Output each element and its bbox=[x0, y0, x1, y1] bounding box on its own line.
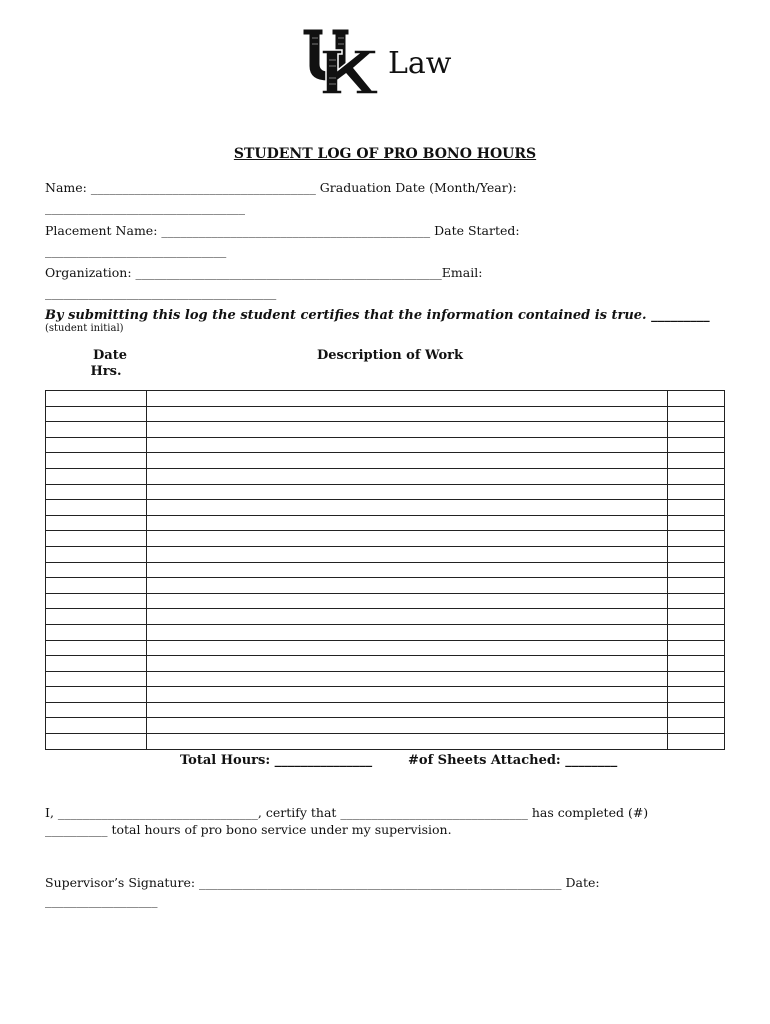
table-row bbox=[46, 531, 725, 547]
col-header-description: Description of Work bbox=[316, 348, 464, 363]
table-row bbox=[46, 734, 725, 750]
description-cell[interactable] bbox=[147, 468, 668, 484]
hours-cell[interactable] bbox=[668, 406, 725, 422]
hours-cell[interactable] bbox=[668, 687, 725, 703]
description-cell[interactable] bbox=[147, 562, 668, 578]
date-hrs-cell[interactable] bbox=[46, 515, 147, 531]
description-cell[interactable] bbox=[147, 515, 668, 531]
table-row bbox=[46, 609, 725, 625]
hours-cell[interactable] bbox=[668, 718, 725, 734]
table-row bbox=[46, 656, 725, 672]
col-header-hrs: Hrs. bbox=[90, 364, 122, 379]
date-hrs-cell[interactable] bbox=[46, 484, 147, 500]
table-row bbox=[46, 640, 725, 656]
description-cell[interactable] bbox=[147, 422, 668, 438]
date-hrs-cell[interactable] bbox=[46, 593, 147, 609]
table-row bbox=[46, 702, 725, 718]
graduation-date-field[interactable]: ________________________________ bbox=[45, 200, 245, 215]
hours-cell[interactable] bbox=[668, 453, 725, 469]
hours-cell[interactable] bbox=[668, 484, 725, 500]
description-cell[interactable] bbox=[147, 578, 668, 594]
hours-log-table bbox=[45, 390, 725, 750]
hours-log-body bbox=[46, 391, 725, 750]
hours-cell[interactable] bbox=[668, 656, 725, 672]
table-row bbox=[46, 391, 725, 407]
date-hrs-cell[interactable] bbox=[46, 437, 147, 453]
description-cell[interactable] bbox=[147, 546, 668, 562]
table-row bbox=[46, 562, 725, 578]
date-hrs-cell[interactable] bbox=[46, 531, 147, 547]
hours-cell[interactable] bbox=[668, 500, 725, 516]
table-row bbox=[46, 687, 725, 703]
logo-word: Law bbox=[388, 46, 452, 81]
date-hrs-cell[interactable] bbox=[46, 734, 147, 750]
description-cell[interactable] bbox=[147, 484, 668, 500]
page-title: STUDENT LOG OF PRO BONO HOURS bbox=[233, 146, 537, 162]
sheets-attached-field[interactable]: #of Sheets Attached: ________ bbox=[408, 753, 618, 768]
description-cell[interactable] bbox=[147, 453, 668, 469]
description-cell[interactable] bbox=[147, 609, 668, 625]
description-cell[interactable] bbox=[147, 718, 668, 734]
table-row bbox=[46, 468, 725, 484]
date-hrs-cell[interactable] bbox=[46, 406, 147, 422]
description-cell[interactable] bbox=[147, 640, 668, 656]
date-hrs-cell[interactable] bbox=[46, 578, 147, 594]
hours-cell[interactable] bbox=[668, 671, 725, 687]
placement-name-field-line[interactable]: Placement Name: ___________________________________________ Date Started: bbox=[45, 223, 520, 238]
date-hrs-cell[interactable] bbox=[46, 468, 147, 484]
total-hours-service-line[interactable]: __________ total hours of pro bono service under my supervision. bbox=[45, 822, 452, 837]
date-hrs-cell[interactable] bbox=[46, 391, 147, 407]
date-hrs-cell[interactable] bbox=[46, 671, 147, 687]
uk-law-logo bbox=[302, 28, 482, 98]
date-hrs-cell[interactable] bbox=[46, 562, 147, 578]
supervisor-signature-line[interactable]: Supervisor’s Signature: __________________________________________________________ Date: bbox=[45, 875, 600, 890]
hours-cell[interactable] bbox=[668, 562, 725, 578]
date-hrs-cell[interactable] bbox=[46, 500, 147, 516]
total-hours-field[interactable]: Total Hours: _______________ bbox=[180, 753, 373, 768]
date-hrs-cell[interactable] bbox=[46, 546, 147, 562]
description-cell[interactable] bbox=[147, 531, 668, 547]
organization-field-line[interactable]: Organization: _________________________________________________Email: bbox=[45, 265, 483, 280]
date-started-field[interactable]: _____________________________ bbox=[45, 243, 227, 258]
name-field-line[interactable]: Name: ____________________________________ Graduation Date (Month/Year): bbox=[45, 180, 517, 195]
hours-cell[interactable] bbox=[668, 702, 725, 718]
date-hrs-cell[interactable] bbox=[46, 640, 147, 656]
hours-cell[interactable] bbox=[668, 391, 725, 407]
student-initial-note: (student initial) bbox=[45, 323, 124, 334]
date-hrs-cell[interactable] bbox=[46, 453, 147, 469]
table-row bbox=[46, 500, 725, 516]
description-cell[interactable] bbox=[147, 500, 668, 516]
description-cell[interactable] bbox=[147, 671, 668, 687]
hours-cell[interactable] bbox=[668, 422, 725, 438]
hours-cell[interactable] bbox=[668, 546, 725, 562]
table-row bbox=[46, 406, 725, 422]
description-cell[interactable] bbox=[147, 656, 668, 672]
certification-statement: By submitting this log the student certifies that the information contained is true. _________ bbox=[45, 308, 710, 323]
table-row bbox=[46, 422, 725, 438]
description-cell[interactable] bbox=[147, 391, 668, 407]
description-cell[interactable] bbox=[147, 624, 668, 640]
hours-cell[interactable] bbox=[668, 468, 725, 484]
description-cell[interactable] bbox=[147, 734, 668, 750]
table-row bbox=[46, 453, 725, 469]
table-row bbox=[46, 546, 725, 562]
table-row bbox=[46, 718, 725, 734]
hours-cell[interactable] bbox=[668, 609, 725, 625]
supervisor-date-field[interactable]: __________________ bbox=[45, 893, 158, 908]
table-row bbox=[46, 437, 725, 453]
description-cell[interactable] bbox=[147, 687, 668, 703]
supervisor-certify-line[interactable]: I, ________________________________, certify that ______________________________ has completed (#) bbox=[45, 805, 649, 820]
description-cell[interactable] bbox=[147, 702, 668, 718]
date-hrs-cell[interactable] bbox=[46, 624, 147, 640]
table-row bbox=[46, 484, 725, 500]
table-row bbox=[46, 578, 725, 594]
hours-cell[interactable] bbox=[668, 437, 725, 453]
date-hrs-cell[interactable] bbox=[46, 687, 147, 703]
hours-cell[interactable] bbox=[668, 515, 725, 531]
table-row bbox=[46, 515, 725, 531]
table-row bbox=[46, 624, 725, 640]
description-cell[interactable] bbox=[147, 406, 668, 422]
hours-cell[interactable] bbox=[668, 531, 725, 547]
hours-cell[interactable] bbox=[668, 734, 725, 750]
table-row bbox=[46, 671, 725, 687]
col-header-date: Date bbox=[93, 348, 127, 363]
hours-cell[interactable] bbox=[668, 578, 725, 594]
date-hrs-cell[interactable] bbox=[46, 702, 147, 718]
date-hrs-cell[interactable] bbox=[46, 422, 147, 438]
table-row bbox=[46, 593, 725, 609]
date-hrs-cell[interactable] bbox=[46, 718, 147, 734]
date-hrs-cell[interactable] bbox=[46, 609, 147, 625]
description-cell[interactable] bbox=[147, 593, 668, 609]
description-cell[interactable] bbox=[147, 437, 668, 453]
hours-cell[interactable] bbox=[668, 593, 725, 609]
hours-cell[interactable] bbox=[668, 624, 725, 640]
date-hrs-cell[interactable] bbox=[46, 656, 147, 672]
email-field[interactable]: _____________________________________ bbox=[45, 285, 277, 300]
uk-monogram-icon bbox=[302, 28, 382, 98]
hours-cell[interactable] bbox=[668, 640, 725, 656]
